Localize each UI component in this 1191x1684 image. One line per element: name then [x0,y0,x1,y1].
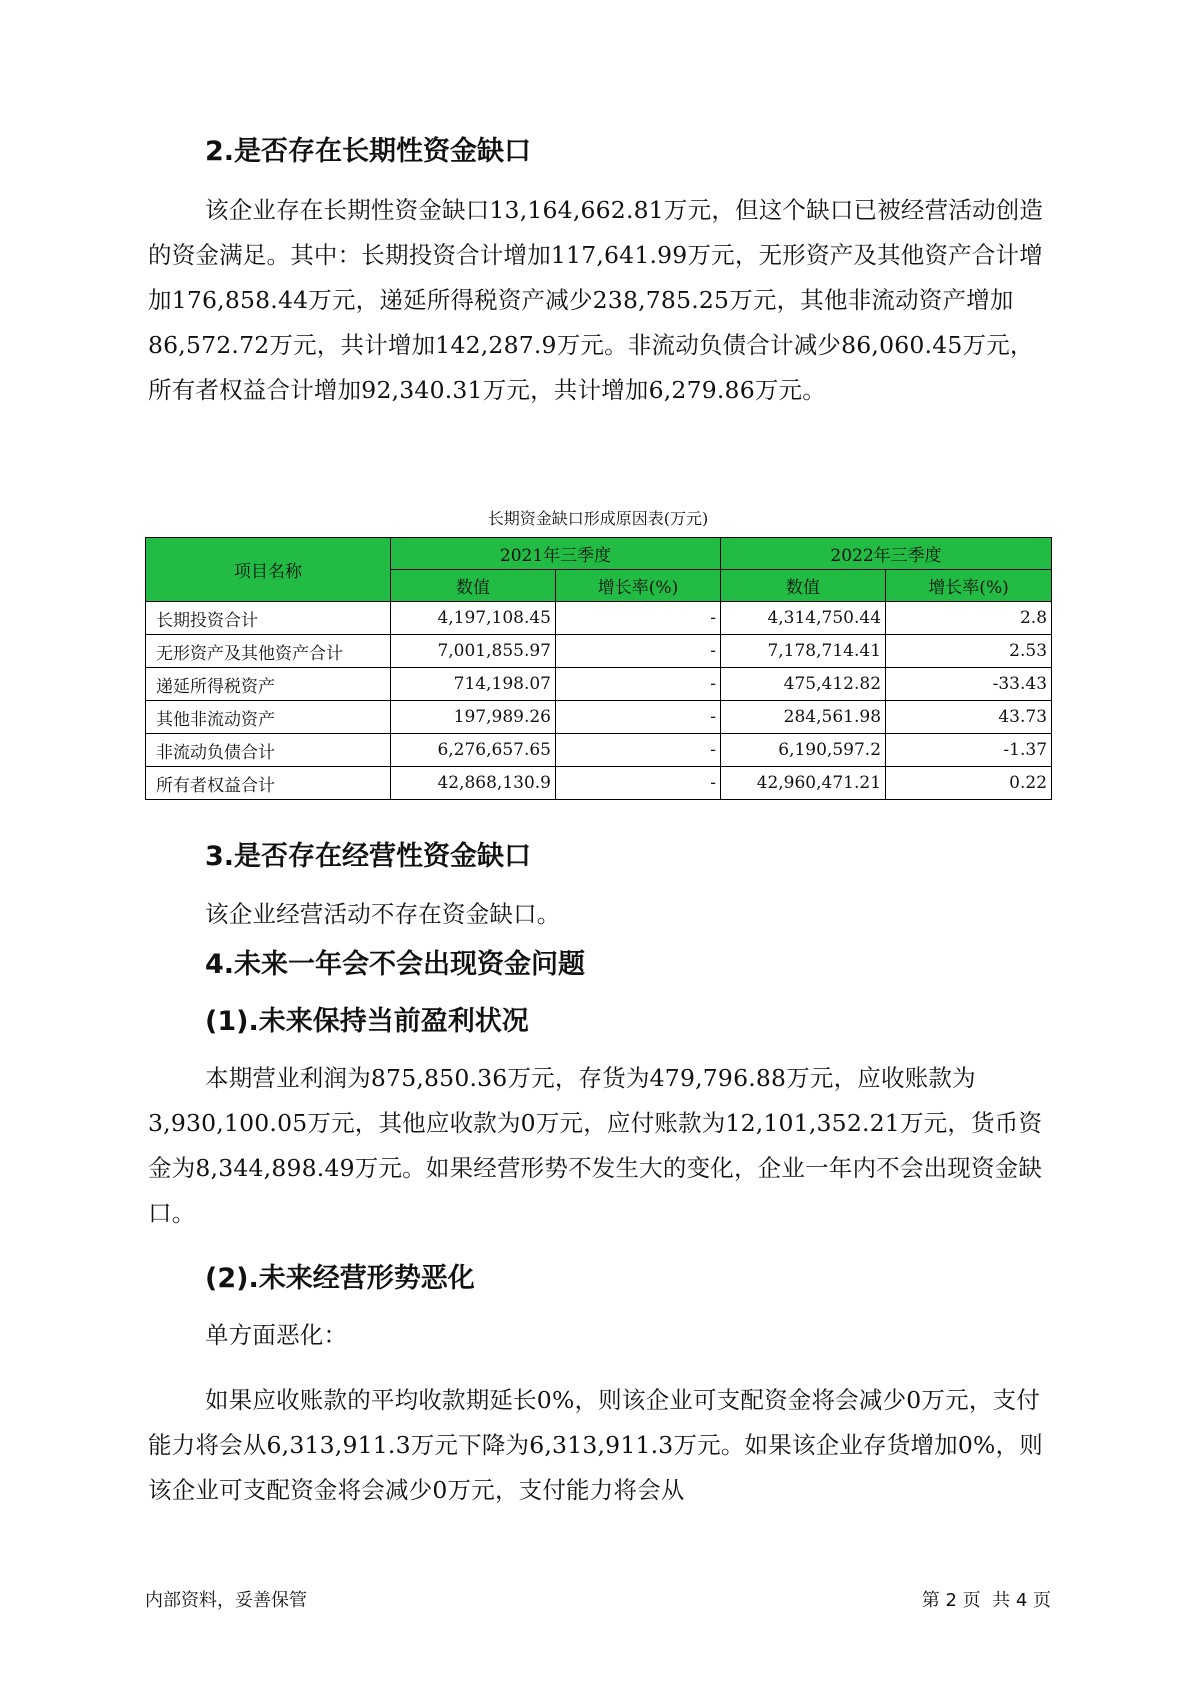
value-2022: 4,314,750.44 [721,602,886,635]
column-header-period-2022: 2022年三季度 [721,538,1052,570]
growth-2022: -1.37 [886,734,1052,767]
table-row [146,602,1052,635]
value-2021: 7,001,855.97 [391,635,556,668]
table-row [146,734,1052,767]
table-caption: 长期资金缺口形成原因表(万元) [487,509,709,528]
value-2021: 714,198.07 [391,668,556,701]
growth-2021: - [556,701,721,734]
table-row [146,668,1052,701]
value-2021: 4,197,108.45 [391,602,556,635]
row-name: 其他非流动资产 [146,701,391,734]
column-header-item: 项目名称 [146,538,391,602]
row-name: 长期投资合计 [146,602,391,635]
value-2022: 475,412.82 [721,668,886,701]
table-row [146,635,1052,668]
value-2021: 6,276,657.65 [391,734,556,767]
subheader-value-2021: 数值 [391,570,556,602]
row-name: 无形资产及其他资产合计 [146,635,391,668]
row-name: 递延所得税资产 [146,668,391,701]
subsection-2-intro: 单方面恶化： [205,1321,348,1349]
value-2022: 7,178,714.41 [721,635,886,668]
growth-2022: 2.53 [886,635,1052,668]
column-header-period-2021: 2021年三季度 [391,538,721,570]
growth-2022: 2.8 [886,602,1052,635]
row-name: 非流动负债合计 [146,734,391,767]
table-row [146,767,1052,800]
value-2022: 284,561.98 [721,701,886,734]
growth-2021: - [556,767,721,800]
section-2-paragraph: 该企业存在长期性资金缺口13,164,662.81万元，但这个缺口已被经营活动创造的资金满足。其中：长期投资合计增加117,641.99万元，无形资产及其他资产合计增加176,858.44万元，递延所得税资产减少238,785.25万元，其他非流动资产增加86,572.72万元，共计增加142,287.9万元。非流动负债合计减少86,060.45万元，所有者权益合计增加92,340.31万元，共计增加6,279.86万元。 [148,196,1044,404]
long-term-gap-table [145,537,1052,800]
value-2022: 6,190,597.2 [721,734,886,767]
value-2021: 42,868,130.9 [391,767,556,800]
subheader-growth-2022: 增长率(%) [886,570,1052,602]
subsection-2-paragraph: 如果应收账款的平均收款期延长0%，则该企业可支配资金将会减少0万元，支付能力将会从6,313,911.3万元下降为6,313,911.3万元。如果该企业存货增加0%，则该企业可支配资金将会减少0万元，支付能力将会从 [148,1386,1043,1504]
table-row [146,701,1052,734]
value-2022: 42,960,471.21 [721,767,886,800]
growth-2021: - [556,734,721,767]
footer-confidential-note: 内部资料，妥善保管 [145,1590,307,1611]
growth-2021: - [556,668,721,701]
growth-2022: 43.73 [886,701,1052,734]
footer-page-number: 第 2 页 共 4 页 [921,1590,1051,1611]
growth-2021: - [556,602,721,635]
row-name: 所有者权益合计 [146,767,391,800]
growth-2022: 0.22 [886,767,1052,800]
section-2-heading: 2.是否存在长期性资金缺口 [205,136,532,167]
subsection-2-heading: (2).未来经营形势恶化 [205,1263,475,1294]
subheader-value-2022: 数值 [721,570,886,602]
value-2021: 197,989.26 [391,701,556,734]
subsection-1-heading: (1).未来保持当前盈利状况 [205,1006,529,1037]
subheader-growth-2021: 增长率(%) [556,570,721,602]
subsection-1-paragraph: 本期营业利润为875,850.36万元，存货为479,796.88万元，应收账款为3,930,100.05万元，其他应收款为0万元，应付账款为12,101,352.21万元，货币资金为8,344,898.49万元。如果经营形势不发生大的变化，企业一年内不会出现资金缺口。 [148,1064,1043,1227]
section-3-heading: 3.是否存在经营性资金缺口 [205,841,532,872]
section-4-heading: 4.未来一年会不会出现资金问题 [205,949,586,980]
growth-2022: -33.43 [886,668,1052,701]
growth-2021: - [556,635,721,668]
section-3-paragraph: 该企业经营活动不存在资金缺口。 [205,900,561,928]
